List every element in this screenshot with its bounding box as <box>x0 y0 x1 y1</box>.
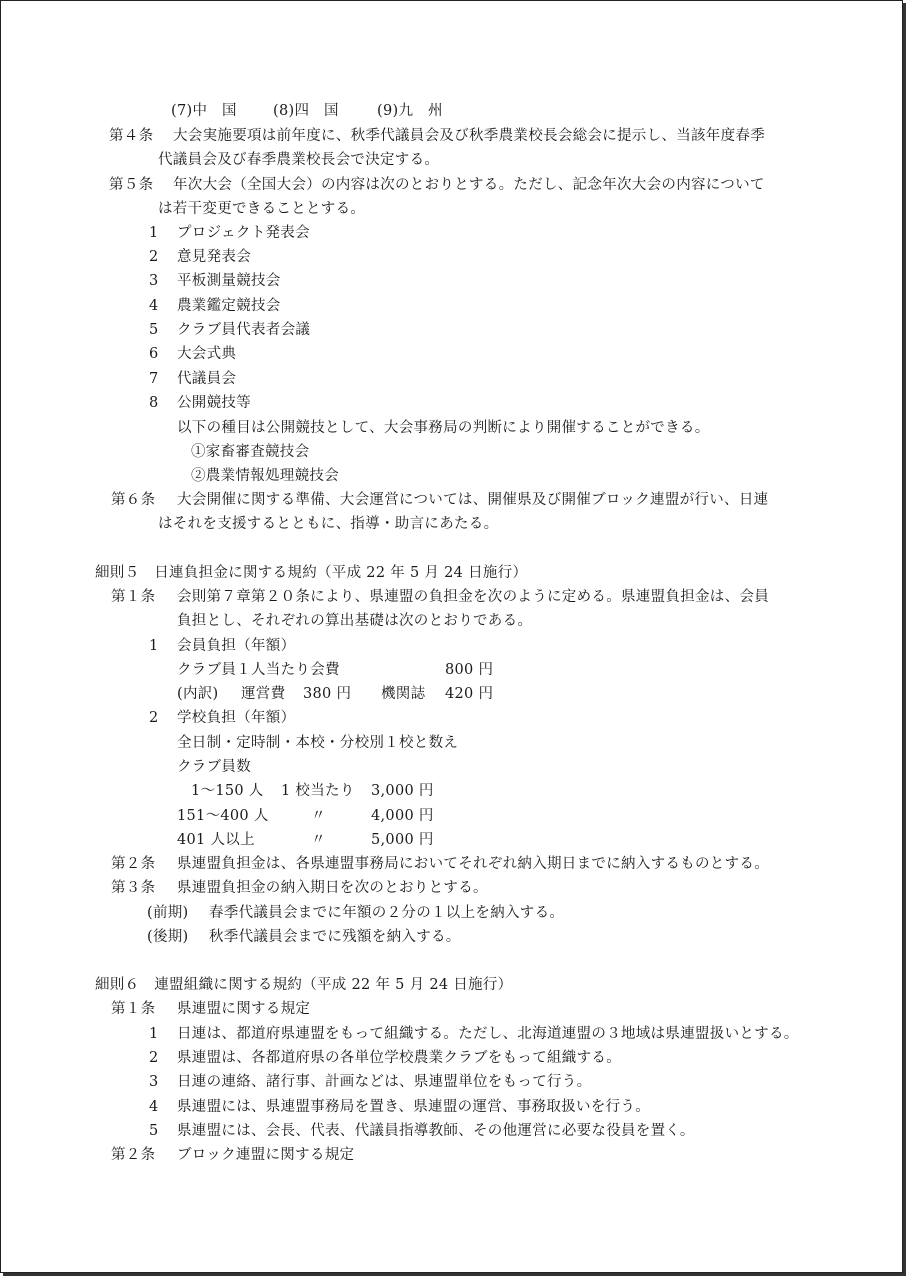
region-shikoku: (8)四 国 <box>273 103 339 119</box>
club-count-label: クラブ員数 <box>177 759 251 775</box>
article-5-line2: は若干変更できることとする。 <box>158 201 366 217</box>
member-fee-title: 会員負担（年額） <box>177 638 296 654</box>
rule-5-article-2-text: 県連盟負担金は、各県連盟事務局においてそれぞれ納入期日までに納入するものとする。 <box>177 856 769 872</box>
breakdown-label: (内訳) <box>177 686 219 702</box>
list-item-num: 5 <box>149 322 159 338</box>
sub-item: ②農業情報処理競技会 <box>191 468 339 484</box>
late-period-text: 秋季代議員会までに残額を納入する。 <box>209 929 461 945</box>
tier-range: 401 人以上 <box>177 832 255 848</box>
article-4-line2: 代議員会及び春季農業校長会で決定する。 <box>158 152 440 168</box>
list-item-num: 1 <box>149 1026 159 1042</box>
list-item-num: 3 <box>149 273 159 289</box>
list-item-num: 7 <box>149 371 159 387</box>
list-item-num: 3 <box>149 1074 159 1090</box>
list-item: 農業鑑定競技会 <box>177 298 281 314</box>
rule-6-article-2-label: 第２条 <box>111 1147 156 1163</box>
list-item-num: 8 <box>149 395 159 411</box>
rule-5-heading: 細則５ 日連負担金に関する規約（平成 22 年 5 月 24 日施行） <box>95 565 528 581</box>
tier-amount: 4,000 円 <box>371 808 434 824</box>
list-item-num: 5 <box>149 1123 159 1139</box>
region-kyushu: (9)九 州 <box>377 103 443 119</box>
list-item: 大会式典 <box>177 346 237 362</box>
early-period-label: (前期) <box>147 905 189 921</box>
list-item-num: 6 <box>149 346 159 362</box>
list-item: プロジェクト発表会 <box>177 225 310 241</box>
tier-amount: 3,000 円 <box>371 783 434 799</box>
list-item: 日連の連絡、諸行事、計画などは、県連盟単位をもって行う。 <box>177 1074 592 1090</box>
list-item: 県連盟には、県連盟事務局を置き、県連盟の運営、事務取扱いを行う。 <box>177 1099 651 1115</box>
rule-5-article-1-line2: 負担とし、それぞれの算出基礎は次のとおりである。 <box>177 613 533 629</box>
article-4-label: 第４条 <box>109 128 154 144</box>
list-item-num: 1 <box>149 225 159 241</box>
list-item-num: 2 <box>149 249 159 265</box>
operating-fee-label: 運営費 <box>241 686 286 702</box>
school-fee-note: 全日制・定時制・本校・分校別１校と数え <box>177 735 459 751</box>
late-period-label: (後期) <box>147 929 189 945</box>
list-item-num: 4 <box>149 1099 159 1115</box>
article-5-line1: 年次大会（全国大会）の内容は次のとおりとする。ただし、記念年次大会の内容について <box>173 177 765 193</box>
member-fee-num: 1 <box>149 638 159 654</box>
rule-5-article-2-label: 第２条 <box>111 856 156 872</box>
list-item: 県連盟は、各都道府県の各単位学校農業クラブをもって組織する。 <box>177 1050 621 1066</box>
list-item-num: 2 <box>149 1050 159 1066</box>
article-6-line1: 大会開催に関する準備、大会運営については、開催県及び開催ブロック連盟が行い、日連 <box>177 492 769 508</box>
rule-5-article-3-text: 県連盟負担金の納入期日を次のとおりとする。 <box>177 880 488 896</box>
list-item: 公開競技等 <box>177 395 251 411</box>
magazine-fee-label: 機関誌 <box>381 686 426 702</box>
member-fee-label: クラブ員１人当たり会費 <box>177 662 340 678</box>
rule-5-article-1-label: 第１条 <box>111 589 156 605</box>
list-item: 平板測量競技会 <box>177 273 281 289</box>
list-item: 県連盟には、会長、代表、代議員指導教師、その他運営に必要な役員を置く。 <box>177 1123 695 1139</box>
list-item: 代議員会 <box>177 371 237 387</box>
rule-6-article-1-text: 県連盟に関する規定 <box>177 1001 311 1017</box>
region-chugoku: (7)中 国 <box>171 103 237 119</box>
member-fee-value: 800 円 <box>445 662 494 678</box>
list-item: 意見発表会 <box>177 249 251 265</box>
tier-range: 1〜150 人 <box>191 783 264 799</box>
magazine-fee-value: 420 円 <box>445 686 494 702</box>
article-6-line2: はそれを支援するとともに、指導・助言にあたる。 <box>158 516 499 532</box>
tier-amount: 5,000 円 <box>371 832 434 848</box>
operating-fee-value: 380 円 <box>303 686 352 702</box>
rule-6-heading: 細則６ 連盟組織に関する規約（平成 22 年 5 月 24 日施行） <box>95 977 513 993</box>
rule-5-article-3-label: 第３条 <box>111 880 156 896</box>
tier-range: 151〜400 人 <box>177 808 269 824</box>
article-5-label: 第５条 <box>109 177 154 193</box>
school-fee-num: 2 <box>149 710 159 726</box>
tier-unit: 1 校当たり <box>281 783 355 799</box>
school-fee-title: 学校負担（年額） <box>177 710 296 726</box>
rule-5-article-1-line1: 会則第７章第２０条により、県連盟の負担金を次のように定める。県連盟負担金は、会員 <box>177 589 769 605</box>
list-item-num: 4 <box>149 298 159 314</box>
rule-6-article-2-text: ブロック連盟に関する規定 <box>177 1147 355 1163</box>
list-item: 日連は、都道府県連盟をもって組織する。ただし、北海道連盟の３地域は県連盟扱いとする。 <box>177 1026 799 1042</box>
open-events-note: 以下の種目は公開競技として、大会事務局の判断により開催することができる。 <box>177 420 710 436</box>
article-4-line1: 大会実施要項は前年度に、秋季代議員会及び秋季農業校長会総会に提示し、当該年度春季 <box>173 128 765 144</box>
tier-unit: 〃 <box>311 808 326 824</box>
article-6-label: 第６条 <box>111 492 156 508</box>
tier-unit: 〃 <box>311 832 326 848</box>
rule-6-article-1-label: 第１条 <box>111 1001 156 1017</box>
sub-item: ①家畜審査競技会 <box>191 444 310 460</box>
early-period-text: 春季代議員会までに年額の２分の１以上を納入する。 <box>209 905 565 921</box>
list-item: クラブ員代表者会議 <box>177 322 311 338</box>
